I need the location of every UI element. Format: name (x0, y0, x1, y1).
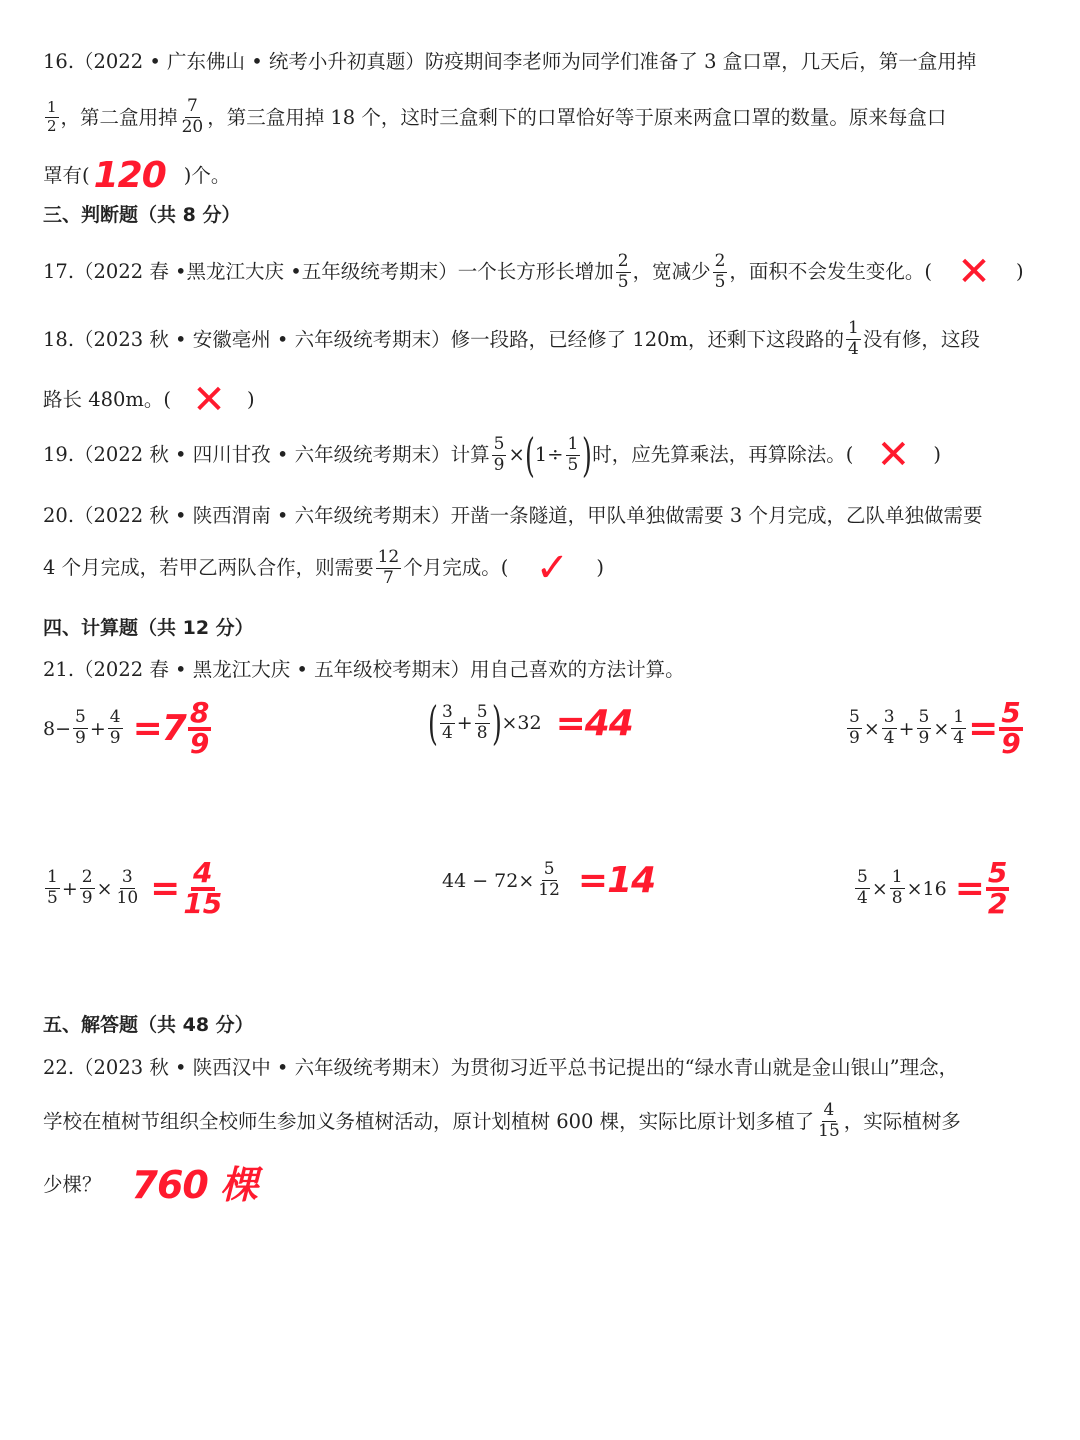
calc-expression-5: 44 − 72× $\frac{5}{12}$ =14 (442, 859, 656, 901)
q20-line-1: 20.（2022 秋 • 陕西渭南 • 六年级统考期末）开凿一条隧道，甲队单独做需要 3 个月完成，乙队单独做需要 (43, 504, 983, 527)
handwritten-answer-fraction: $\frac{8}{9}$ (189, 696, 210, 760)
fraction: $\frac{2}{5}$ (714, 250, 726, 292)
calc-expression-4: $\frac{1}{5}$ + $\frac{2}{9}$ × $\frac{3}{10}$ = $\frac{4}{15}$ (47, 856, 223, 920)
section-heading-3: 三、判断题（共 8 分） (43, 204, 241, 226)
q22-line-3: 少棵？ 760 棵 (43, 1163, 258, 1207)
fraction: $\frac{3}{10}$ (116, 867, 139, 909)
wrong-mark-icon: ✕ (876, 432, 911, 478)
q19-line: 19.（2022 秋 • 四川甘孜 • 六年级统考期末）计算 $\frac{5}{9}$ × ( 1÷ $\frac{1}{5}$ ) 时，应先算乘法，再算除法。( ✕ ) (43, 428, 942, 482)
q16-line-1: 16.（2022 • 广东佛山 • 统考小升初真题）防疫期间李老师为同学们准备了 3 盒口罩，几天后，第一盒用掉 (43, 50, 977, 73)
right-paren: ) (582, 428, 593, 482)
q16-line-2: $\frac{1}{2}$ ，第二盒用掉 $\frac{7}{20}$ ，第三盒用掉 18 个，这时三盒剩下的口罩恰好等于原来两盒口罩的数量。原来每盒口 (47, 96, 947, 137)
fraction: $\frac{5}{4}$ (857, 867, 868, 909)
wrong-mark-icon: ✕ (192, 377, 226, 423)
handwritten-answer: = (954, 868, 984, 910)
fraction: $\frac{5}{12}$ (538, 859, 560, 900)
fraction: $\frac{5}{8}$ (476, 701, 488, 743)
fraction: $\frac{1}{5}$ (567, 433, 579, 475)
fraction: $\frac{3}{4}$ (441, 701, 453, 743)
fraction: $\frac{1}{5}$ (47, 867, 58, 909)
fraction: $\frac{1}{8}$ (891, 867, 903, 909)
fraction: $\frac{12}{7}$ (377, 546, 400, 588)
fraction: $\frac{2}{5}$ (617, 250, 629, 292)
fraction: $\frac{2}{9}$ (81, 867, 93, 909)
handwritten-answer-fraction: $\frac{4}{15}$ (183, 856, 223, 920)
handwritten-answer-fraction: $\frac{5}{2}$ (987, 856, 1008, 920)
calc-expression-6: $\frac{5}{4}$ × $\frac{1}{8}$ ×16 = $\frac{5}{2}$ (857, 856, 1008, 920)
fraction: $\frac{1}{4}$ (848, 318, 859, 359)
q18-line-2: 路长 480m。( ✕ ) (43, 377, 255, 423)
q16-line-3: 罩有( 120 )个。 (43, 155, 231, 196)
fraction: $\frac{1}{2}$ (47, 98, 57, 135)
calc-expression-3: $\frac{5}{9}$ × $\frac{3}{4}$ + $\frac{5}{9}$ × $\frac{1}{4}$ = $\frac{5}{9}$ (849, 696, 1021, 760)
handwritten-answer: 760 棵 (131, 1163, 258, 1207)
handwritten-answer: =7 (132, 708, 186, 750)
q21-title: 21.（2022 春 • 黑龙江大庆 • 五年级校考期末）用自己喜欢的方法计算。 (43, 658, 685, 681)
fraction: $\frac{5}{9}$ (493, 433, 505, 475)
fraction: $\frac{1}{4}$ (953, 707, 965, 749)
section-heading-5: 五、解答题（共 48 分） (43, 1014, 254, 1036)
fraction: $\frac{5}{9}$ (918, 707, 930, 749)
handwritten-answer: = (150, 868, 180, 910)
handwritten-answer-fraction: $\frac{5}{9}$ (1001, 696, 1021, 760)
calc-expression-1: 8− $\frac{5}{9}$ + $\frac{4}{9}$ =7 $\frac{8}{9}$ (43, 696, 210, 760)
section-heading-4: 四、计算题（共 12 分） (43, 617, 254, 639)
handwritten-answer: =14 (577, 860, 656, 901)
fraction: $\frac{5}{9}$ (849, 707, 860, 749)
q22-line-1: 22.（2023 秋 • 陕西汉中 • 六年级统考期末）为贯彻习近平总书记提出的“绿水青山就是金山银山”理念， (43, 1056, 959, 1079)
fraction: $\frac{7}{20}$ (181, 96, 204, 137)
fraction: $\frac{4}{15}$ (818, 1100, 840, 1141)
fraction: $\frac{4}{9}$ (109, 707, 121, 749)
q20-line-2: 4 个月完成，若甲乙两队合作，则需要 $\frac{12}{7}$ 个月完成。( ✓ ) (43, 545, 604, 591)
q18-line-1: 18.（2023 秋 • 安徽亳州 • 六年级统考期末）修一段路，已经修了 120m，还剩下这段路的 $\frac{1}{4}$ 没有修，这段 (43, 318, 980, 359)
left-paren: ( (428, 696, 438, 750)
handwritten-answer: = (968, 708, 998, 750)
check-mark-icon: ✓ (535, 545, 570, 591)
left-paren: ( (524, 428, 535, 482)
fraction: $\frac{3}{4}$ (883, 707, 895, 749)
fraction: $\frac{5}{9}$ (75, 707, 86, 749)
handwritten-answer: 120 (93, 155, 166, 196)
handwritten-answer: =44 (555, 702, 633, 744)
wrong-mark-icon: ✕ (957, 249, 991, 295)
calc-expression-2: ( $\frac{3}{4}$ + $\frac{5}{8}$ ) ×32 =44 (428, 696, 633, 750)
q17-line: 17.（2022 春 •黑龙江大庆 •五年级统考期末）一个长方形长增加 $\frac{2}{5}$ ，宽减少 $\frac{2}{5}$ ，面积不会发生变化。( ✕ ) (43, 249, 1024, 295)
right-paren: ) (491, 696, 502, 750)
q22-line-2: 学校在植树节组织全校师生参加义务植树活动，原计划植树 600 棵，实际比原计划多植了 $\frac{4}{15}$ ，实际植树多 (43, 1100, 961, 1141)
